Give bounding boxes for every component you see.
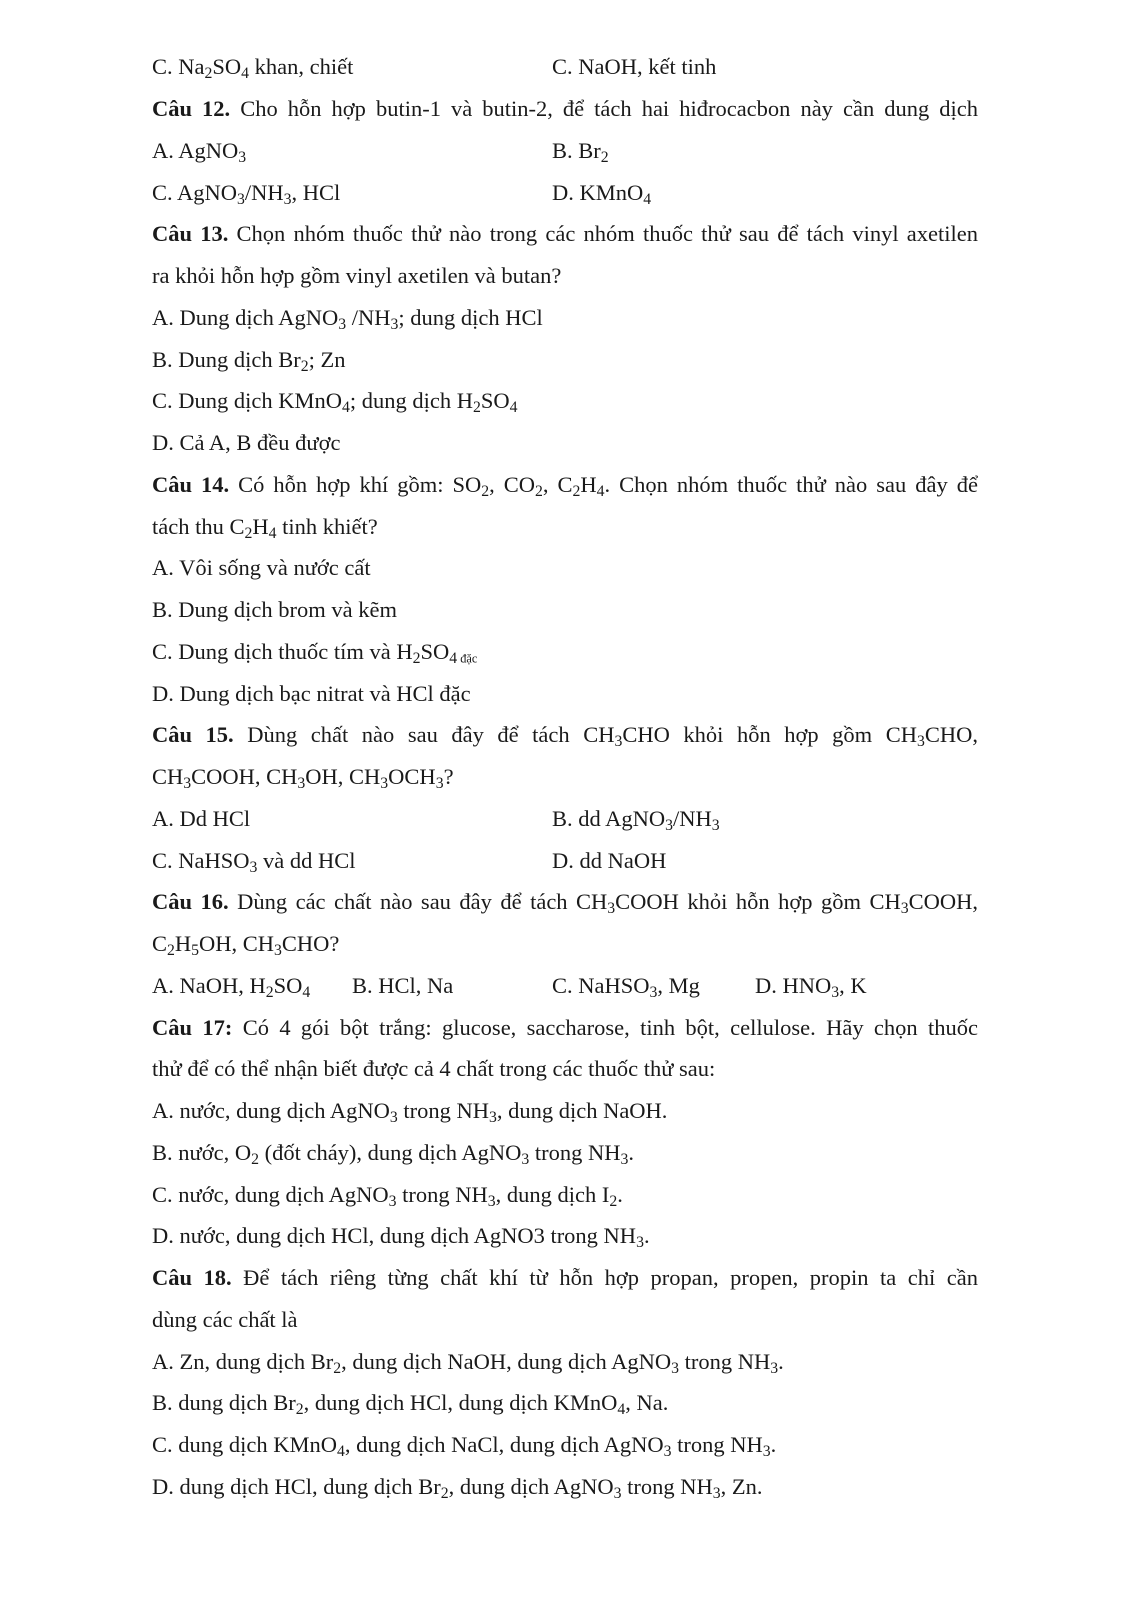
question-text: Có hỗn hợp khí gồm: $SO_2$, $CO_2$, $C_2H_4$. Chọn nhóm thuốc thử nào sau đây để [229,472,978,500]
question-number: Câu 13. [152,221,229,246]
option: C. $AgNO_3/NH_3$, HCl [152,180,341,208]
options-row [152,971,978,1001]
question-text: Có 4 gói bột trắng: glucose, saccharose, tinh bột, cellulose. Hãy chọn thuốc [232,1015,978,1040]
option: B. HCl, Na [352,973,454,998]
question-number: Câu 14. [152,472,230,497]
options-row [152,52,978,82]
question-text-cont: ra khỏi hỗn hợp gồm vinyl axetilen và butan? [152,263,562,288]
question-text-cont: tách thu $C_2H_4$ tinh khiết? [152,514,378,542]
question-text-cont: $C_2H_5OH$, $CH_3CHO$? [152,931,340,959]
option: A. Vôi sống và nước cất [152,555,371,580]
option: A. Dd HCl [152,806,251,831]
option: A. NaOH, $H_2SO_4$ [152,973,311,1001]
question-12 [152,94,978,124]
option: C. dung dịch KMnO$_4$, dung dịch NaCl, dung dịch AgNO$_3$ trong $NH_3$. [152,1432,777,1460]
question-15 [152,720,978,750]
option: A. Dung dịch AgNO$_3$ $/NH_3$; dung dịch HCl [152,305,543,333]
question-number: Câu 15. [152,722,234,747]
option: B. dung dịch $Br_2$, dung dịch HCl, dung dịch KMnO$_4$, Na. [152,1390,669,1418]
option: B. Dung dịch $Br_2$; Zn [152,347,346,375]
question-14 [152,470,978,500]
question-text-cont: thử để có thể nhận biết được cả 4 chất trong các thuốc thử sau: [152,1056,716,1081]
question-16 [152,887,978,917]
option: C. Dung dịch thuốc tím và $H_2SO_4$ đặc [152,639,478,667]
option: C. NaHSO$_3$, Mg [552,973,700,1001]
option: C. nước, dung dịch AgNO$_3$ trong $NH_3$, dung dịch $I_2$. [152,1182,623,1210]
option: A. Zn, dung dịch $Br_2$, dung dịch NaOH, dung dịch AgNO$_3$ trong $NH_3$. [152,1349,784,1377]
question-number: Câu 17: [152,1015,233,1040]
option: D. Dung dịch bạc nitrat và HCl đặc [152,681,471,706]
option: D. KMnO$_4$ [552,180,652,208]
question-text: Dùng các chất nào sau đây để tách $CH_3COOH$ khỏi hỗn hợp gồm $CH_3COOH$, [228,889,978,917]
options-row [152,178,978,208]
option: C. Dung dịch KMnO$_4$; dung dịch $H_2SO_4$ [152,388,518,416]
question-number: Câu 18. [152,1265,232,1290]
options-row [152,136,978,166]
option: A. nước, dung dịch AgNO$_3$ trong $NH_3$, dung dịch NaOH. [152,1098,668,1126]
option: D. dd NaOH [552,848,667,873]
question-18 [152,1263,978,1293]
option: D. $HNO_3$, K [755,973,867,1001]
question-13 [152,219,978,249]
question-text: Dùng chất nào sau đây để tách $CH_3CHO$ khỏi hỗn hợp gồm $CH_3CHO$, [233,722,978,750]
question-17 [152,1013,978,1043]
option: C. NaOH, kết tinh [552,54,717,79]
question-text-cont: dùng các chất là [152,1307,298,1332]
option: B. Dung dịch brom và kẽm [152,597,397,622]
question-text: Để tách riêng từng chất khí từ hỗn hợp propan, propen, propin ta chỉ cần [231,1265,978,1290]
option: B. nước, $O_2$ (đốt cháy), dung dịch AgNO$_3$ trong $NH_3$. [152,1140,635,1168]
question-number: Câu 12. [152,96,231,121]
question-text-cont: $CH_3COOH$, $CH_3OH$, $CH_3OCH_3$? [152,764,454,792]
option: C. $Na_2SO_4$ khan, chiết [152,54,354,82]
option: D. dung dịch HCl, dung dịch $Br_2$, dung dịch AgNO$_3$ trong $NH_3$, Zn. [152,1474,763,1502]
option: A. AgNO$_3$ [152,138,247,166]
option: D. Cả A, B đều được [152,430,341,455]
question-text: Cho hỗn hợp butin-1 và butin-2, để tách hai hiđrocacbon này cần dung dịch [230,96,978,121]
question-text: Chọn nhóm thuốc thử nào trong các nhóm thuốc thử sau để tách vinyl axetilen [228,221,978,246]
option: B. dd $AgNO_3/NH_3$ [552,806,720,834]
option: D. nước, dung dịch HCl, dung dịch AgNO3 trong $NH_3$. [152,1223,650,1251]
options-row [152,804,978,834]
options-row [152,846,978,876]
option: C. NaHSO$_3$ và dd HCl [152,848,356,876]
option: B. $Br_2$ [552,138,609,166]
question-number: Câu 16. [152,889,229,914]
